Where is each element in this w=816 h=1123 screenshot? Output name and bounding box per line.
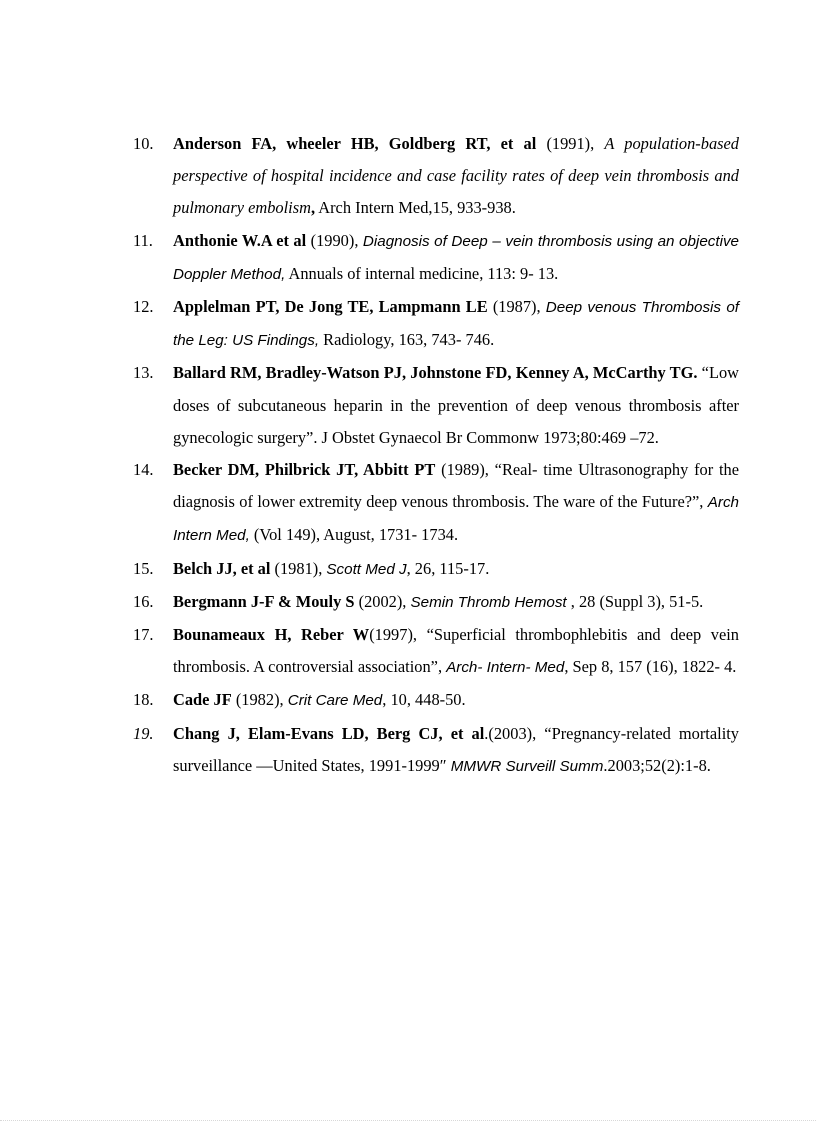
reference-text: (1987), <box>487 297 546 317</box>
reference-number: 14. <box>133 460 154 480</box>
reference-text: .2003;52(2):1-8. <box>603 755 711 775</box>
reference-text: (Vol 149), August, 1731- 1734. <box>249 525 459 545</box>
reference-item <box>133 291 739 357</box>
reference-number: 12. <box>133 297 154 317</box>
reference-item <box>133 128 739 225</box>
reference-number: 10. <box>133 134 154 153</box>
reference-title: MMWR Surveill Summ <box>450 757 604 775</box>
page-bottom-edge <box>0 1120 816 1121</box>
reference-text: , 26, 115-17. <box>406 558 490 578</box>
reference-number: 11. <box>133 230 153 250</box>
reference-text: , Sep 8, 157 (16), 1822- 4. <box>564 657 737 677</box>
reference-authors: Belch JJ, et al <box>173 558 271 578</box>
reference-item <box>133 225 739 291</box>
reference-authors: Cade JF <box>173 690 232 710</box>
reference-title: Arch Intern Med, <box>173 494 739 545</box>
reference-list <box>133 128 739 783</box>
reference-item <box>133 684 739 717</box>
reference-title: Diagnosis of Deep – vein thrombosis using an objective Doppler Method, <box>173 232 739 283</box>
reference-text: (1991), <box>536 134 605 153</box>
reference-authors: Applelman PT, De Jong TE, Lampmann LE <box>173 297 488 317</box>
reference-text: (1981), <box>270 558 327 578</box>
reference-authors: Anderson FA, wheeler HB, Goldberg RT, et al <box>173 134 537 153</box>
reference-item <box>133 553 739 586</box>
reference-authors: Chang J, Elam-Evans LD, Berg CJ, et al <box>173 723 485 743</box>
reference-text: , 10, 448-50. <box>382 690 466 710</box>
reference-text: .(2003), “Pregnancy-related mortality surveillance —United States, 1991-1999″ <box>173 723 739 775</box>
reference-title: Semin Thromb Hemost <box>410 593 567 611</box>
reference-item <box>133 586 739 619</box>
reference-title: Scott Med J <box>326 560 407 578</box>
reference-number: 15. <box>133 558 154 578</box>
reference-number: 13. <box>133 363 154 383</box>
reference-text: Arch Intern Med,15, 933-938. <box>315 198 516 218</box>
reference-item <box>133 357 739 454</box>
reference-title: Crit Care Med <box>287 692 383 710</box>
reference-text: (2002), <box>354 591 411 611</box>
reference-text: (1997), “Superficial thrombophlebitis and deep vein thrombosis. A controversial association”, <box>173 625 739 677</box>
reference-text: (1982), <box>231 690 288 710</box>
reference-authors: Becker DM, Philbrick JT, Abbitt PT <box>173 460 436 480</box>
reference-text: Annuals of internal medicine, 113: 9- 13. <box>285 263 559 283</box>
reference-title: Deep venous Thrombosis of the Leg: US Findings, <box>173 299 739 350</box>
reference-title: Arch- Intern- Med <box>446 659 565 677</box>
reference-text: , 28 (Suppl 3), 51-5. <box>566 591 704 611</box>
reference-authors: Anthonie W.A et al <box>173 230 307 250</box>
reference-item <box>133 619 739 684</box>
reference-number: 17. <box>133 625 154 645</box>
reference-authors: Bounameaux H, Reber W <box>173 625 370 645</box>
reference-number: 16. <box>133 591 154 611</box>
reference-title: A population-based perspective of hospital incidence and case facility rates of deep vein thrombosis and pulmonary embolism <box>173 134 740 218</box>
reference-number: 19. <box>133 723 154 743</box>
reference-text: (1990), <box>306 230 363 250</box>
reference-authors: , <box>310 198 316 218</box>
reference-authors: Ballard RM, Bradley-Watson PJ, Johnstone FD, Kenney A, McCarthy TG. <box>173 363 698 383</box>
reference-item <box>133 718 739 783</box>
reference-authors: Bergmann J-F & Mouly S <box>173 591 355 611</box>
reference-number: 18. <box>133 690 154 710</box>
reference-text: Radiology, 163, 743- 746. <box>319 330 495 350</box>
reference-text: (1989), “Real- time Ultrasonography for the diagnosis of lower extremity deep venous thrombosis. The ware of the Future?”, <box>173 460 740 512</box>
reference-text: “Low doses of subcutaneous heparin in the prevention of deep venous thrombosis after gynecologic surgery”. J Obstet Gynaecol Br Commonw 1973;80:469 –72. <box>173 363 739 447</box>
reference-item <box>133 454 739 553</box>
